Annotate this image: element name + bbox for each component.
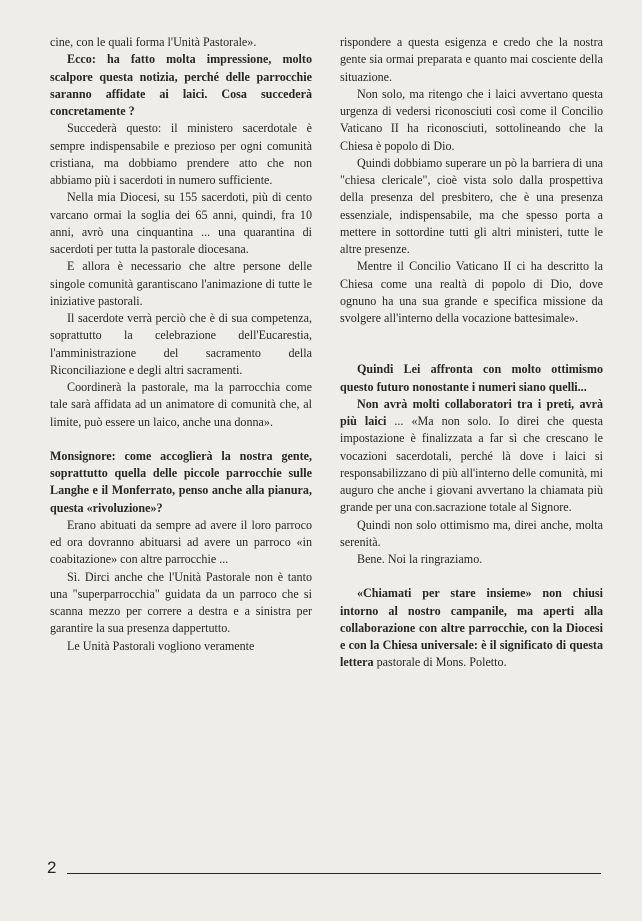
paragraph: Quindi non solo ottimismo ma, direi anche, molta serenità. [340, 517, 603, 549]
spacer [340, 568, 603, 585]
spacer [50, 431, 312, 448]
footer-rule [67, 873, 601, 874]
paragraph: rispondere a questa esigenza e credo che la nostra gente sia ormai preparata e quanto mai cosciente della situazione. [340, 35, 603, 84]
right-column [340, 34, 603, 672]
paragraph: Bene. Noi la ringraziamo. [357, 552, 483, 566]
paragraph: Nella mia Diocesi, su 155 sacerdoti, più di cento varcano ormai la soglia dei 65 anni, quindi, fra 10 anni, avrò una cinquantina ... una quarantina di sacerdoti per tutta la pastorale diocesana. [50, 190, 312, 256]
paragraph: Quindi dobbiamo superare un pò la barriera di una "chiesa clericale", cioè vista solo dalla prospettiva della presenza del presbitero, che è una presenza essenziale, indispensabile, ma che spesso porta a mettere in sottordine tutti gli altri ministeri, tutte le altre presenze. [340, 155, 603, 256]
paragraph: Erano abituati da sempre ad avere il loro parroco ed ora dovranno abituarsi ad avere un parroco «in coabitazione» con altre parrocchie ... [50, 517, 312, 567]
interview-question: Ecco: ha fatto molta impressione, molto scalpore questa notizia, perché delle parrocchie saranno affidate ai laici. Cosa succederà concretamente ? [50, 52, 312, 118]
paragraph: Mentre il Concilio Vaticano II ci ha descritto la Chiesa come una realtà di popolo di Dio, dove ognuno ha una sua grande e specifica missione da svolgere all'interno della vocazione battesimale». [340, 259, 603, 325]
paragraph: E allora è necessario che altre persone delle singole comunità garantiscano l'animazione di tutte le iniziative pastorali. [50, 259, 312, 308]
paragraph: Sì. Dirci anche che l'Unità Pastorale non è tanto una "superparrocchia" guidata da un parroco che si scanna mezzo per correre a destra e a sinistra per garantire la sua presenza dappertutto. [50, 569, 312, 636]
paragraph: Non avrà molti collaboratori tra i preti, avrà più laici ... «Ma non solo. Io direi che questa impostazione è finalizzata a far sì che crescano le vocazioni sacerdotali, perché là dove i laici si responsabilizzano di più all'interno delle comunità, mi auguro che anche i giovani avvertano la chiamata più grande per una con.sacrazione totale al Signore. [340, 396, 603, 515]
paragraph: cine, con le quali forma l'Unità Pastorale». [50, 35, 257, 49]
closing-summary: «Chiamati per stare insieme» non chiusi intorno al nostro campanile, ma aperti alla collaborazione con altre parrocchie, con la Diocesi e con la Chiesa universale: è il significato di questa lettera pastorale di Mons. Poletto. [340, 586, 603, 670]
interview-question: Quindi Lei affronta con molto ottimismo questo futuro nonostante i numeri siano quelli... [340, 362, 603, 394]
page-number: 2 [47, 858, 57, 877]
interview-question: Monsignore: come accoglierà la nostra gente, soprattutto quella delle piccole parrocchie sulle Langhe e il Monferrato, penso anche alla pianura, questa «rivoluzione»? [50, 448, 312, 515]
paragraph: Le Unità Pastorali vogliono veramente [67, 638, 255, 653]
spacer [340, 327, 603, 344]
spacer [340, 344, 603, 361]
left-column [50, 34, 312, 655]
paragraph: Coordinerà la pastorale, ma la parrocchia come tale sarà affidata ad un animatore di comunità che, al limite, può essere un laico, anche una donna». [50, 380, 312, 429]
paragraph: Non solo, ma ritengo che i laici avvertano questa urgenza di vedersi riconosciuti così come il Concilio Vaticano II ha riconosciuti, sottolineando che la Chiesa è popolo di Dio. [340, 86, 603, 153]
paragraph: Il sacerdote verrà perciò che è di sua competenza, soprattutto la celebrazione dell'Eucarestia, l'amministrazione del sacramento della Riconciliazione e degli altri sacramenti. [50, 311, 312, 377]
paragraph: Succederà questo: il ministero sacerdotale è sempre indispensabile e prezioso per ogni comunità cristiana, ma dobbiamo prendere atto che non abbiamo più i sacerdoti in numero sufficiente. [50, 121, 312, 187]
